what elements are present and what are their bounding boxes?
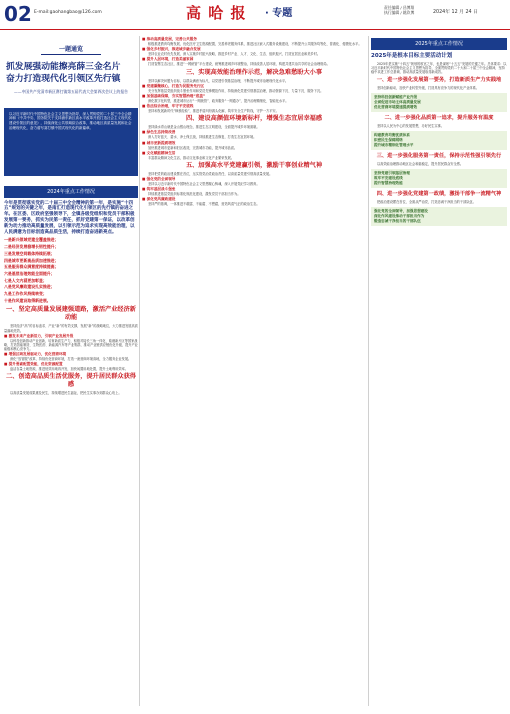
subheading: ■ 推动高质量发展，完善公共服务 bbox=[142, 37, 366, 42]
highlight-box bbox=[371, 131, 507, 150]
list-item: 四是城市更新高品质加速推进； bbox=[4, 257, 59, 263]
highlight-item: 强化党的全面领导，加强思想建设 bbox=[374, 209, 428, 214]
paragraph: 持续推进基层党组织标准化规范化建设，激发党员干部担当作为。 bbox=[148, 192, 241, 197]
topic-label: 一题通览 bbox=[41, 46, 101, 55]
paragraph: 加快推进城市更新和旧区改造，完善城市功能，提升城市品质。 bbox=[148, 145, 238, 150]
highlight-box bbox=[371, 207, 507, 226]
subheading: ■ 文化赋能精神生活 bbox=[142, 151, 366, 156]
list-item: 六是基层治理效能全面提升； bbox=[4, 270, 55, 276]
intro-text: 以习近平新时代中国特色社会主义思想为指导，深入贯彻党的二十届三中全会精神和《中共中央、国务院关于支持浦东新区高水平改革开放打造社会主义现代化建设引领区的意见》，持续深化公共领域綜合改革，推动地区高质量发展和社会治理现代化，奋力谱写赛打镇中国式现代化的新篇章。 bbox=[9, 111, 132, 131]
highlight-box bbox=[371, 169, 507, 188]
column-middle bbox=[142, 36, 366, 208]
highlight-item: 优化营商环境提速提质增效 bbox=[374, 105, 418, 110]
highlight-item: 构建教育均衡优质体系 bbox=[374, 133, 410, 138]
paragraph: 坚持严的基调，一体推进不敢腐、不能腐、不想腐，营造风清气正的政治生态。 bbox=[148, 202, 260, 207]
paragraph: 坚持以习近平新时代中国特色社会主义思想凝心铸魂，深入开展党纪学习教育。 bbox=[148, 182, 260, 187]
paragraph: 坚持以人民为中心的发展思想，办好民生实事。 bbox=[377, 124, 444, 129]
paragraph: 充分发挥基层党组织战斗堡垒作用和党员先锋模范作用，持续深化党建引领基层治理，推动资源下沉、力量下沉、服务下沉。 bbox=[148, 88, 324, 93]
editor: 责任编辑 / 昌博翔 bbox=[384, 5, 415, 10]
paragraph: 深化“放管服”改革，持续优化营商环境，打造一流营商环境高地，全力服务企业发展。 bbox=[10, 357, 132, 362]
section-heading-2: 二、进一步强化品质第一追求，提升服务有温度 bbox=[384, 115, 494, 122]
list-item: 五是服务群众满意度持续提高； bbox=[4, 264, 59, 270]
highlight-item: 坚持科技创新赋能产业升级 bbox=[374, 95, 418, 100]
subheading: ■ 加强基础保障，夯实智慧治理“底盘” bbox=[142, 94, 366, 99]
paragraph: 坚持经济“高”的目标追求、产业“新”的有效支撑，发展“新”的战略地位，大力推进发展高质量落地见效。 bbox=[4, 324, 138, 333]
highlight-item: 深化作风建设推动干部担当作为 bbox=[374, 214, 425, 219]
page-header bbox=[0, 0, 510, 30]
subheading: ■ 深化党风廉政建设 bbox=[142, 197, 366, 202]
section-heading-3: 三、实现高效能治理作示范，解决急难愁盼大小事 bbox=[185, 68, 323, 76]
paragraph: 把政治建设摆在首位，全面从严治党，打造忠诚干净担当的干部队伍。 bbox=[377, 200, 476, 205]
highlight-item: 全面促进市场主体高质量发展 bbox=[374, 100, 421, 105]
masthead: 高 哈 报 bbox=[186, 4, 247, 22]
paragraph: 打造智慧生态社区，推进“一网统管”平台建设，统筹推进城乡环境整治，持续改善人居环境，构建共建共治共享的社会治理格局。 bbox=[148, 62, 330, 67]
section-heading-4: 四、进一步强化党建第一政绩，激扬干部争一流精气神 bbox=[376, 191, 502, 198]
subheading: ■ 增强区域发展驱动力，优化营商环境 bbox=[4, 352, 138, 357]
deck: ——中国共产党清市新区赛打镇第五届代表大会第四次会议上的报告 bbox=[14, 88, 128, 94]
list-item: 九是工作作风持续转变； bbox=[4, 291, 47, 297]
paragraph: 丰富群众精神文化生活，推动文化事业和文化产业繁荣发展。 bbox=[148, 155, 235, 160]
list-item: 三是发展空间载体持续拓展； bbox=[4, 250, 55, 256]
column-right bbox=[371, 36, 507, 229]
subheading: ■ 城市更新提质增效 bbox=[142, 141, 366, 146]
achievement-list bbox=[4, 237, 138, 304]
section-heading-1: 一、进一步强化发展第一要务，打造新质生产力实践地 bbox=[376, 77, 502, 84]
section-2025: 2025年重点工作情况 bbox=[371, 38, 507, 50]
section-heading-4: 四、建设高颜值环境新标杆，增强生态宜居幸福感 bbox=[185, 115, 323, 123]
paragraph: 深入打好蓝天、碧水、净土保卫战，持续推进生态修复，打造生态宜居环境。 bbox=[148, 135, 257, 140]
highlight-item: 坚持党建引领基层治理 bbox=[374, 171, 410, 176]
paragraph: 坚持绿水青山就是金山银山理念，推进生态文明建设，全面提升城乡环境面貌。 bbox=[148, 125, 260, 130]
editor-info bbox=[384, 5, 414, 15]
paragraph: 以高质量发展成果惠及民生，持续增进民生福祉，把民生实事办到群众心坎上。 bbox=[10, 391, 122, 396]
lead-paragraph: 今年是贯彻落实党的二十届三中全会精神的第一年，是实施“十四五”规划的关键之年，是南汇打造现代化引领区的先行镇的奋进之年。在区委、区政府坚强领导下，全镇各级党组织和党员干部积极发展第一要务，抓实为民第一责任，抓好党建第一保证，以改革创新为动力推动高质量发展，以引领示范为追求实现高效能治理，以人民满意为目标创造高品质生活，持续打造奋进新亮点。 bbox=[4, 200, 135, 235]
highlight-item: 提升城市精细化管理水平 bbox=[374, 143, 414, 148]
headline-line-2: 奋力打造现代化引领区先行镇 bbox=[6, 73, 121, 84]
highlight-item: 筑牢平安建设底线 bbox=[374, 176, 403, 181]
column-left bbox=[4, 36, 138, 397]
list-item: 十是作风建设取得新进展。 bbox=[4, 297, 51, 303]
subheading: ■ 强化党的全面领导 bbox=[142, 177, 366, 182]
section-2024: 2024年重点工作情况 bbox=[4, 186, 138, 198]
column-divider bbox=[368, 36, 369, 706]
issue-date: 2024年 12 月 24 日 bbox=[433, 10, 478, 15]
list-item: 七是人文内涵更加彰显； bbox=[4, 277, 47, 283]
subheading: ■ 提升要素配置效能，优化资源配置 bbox=[4, 362, 138, 367]
subheading: ■ 绿色生态持续改善 bbox=[142, 130, 366, 135]
list-item: 二是经济发展稳增长韧性提升； bbox=[4, 244, 59, 250]
paragraph: 积极推进教育均衡发展，优化医疗卫生资源配置，完善养老服务体系，推进社区嵌入式服务设施建设，不断提升公共服务均等化、普惠化、便捷化水平。 bbox=[148, 42, 362, 47]
paragraph: 以科技创新推动产业创新，培育新质生产力，积极对接长三角一体化、临港新片区等国家战略，打造智能制造、生物医药、新能源汽车等产业集群，推动产业链供应链优化升级，提升产业能级和核心竞争力。 bbox=[4, 338, 138, 351]
page-number: 02 bbox=[4, 2, 32, 26]
paragraph: 坚持和发展新时代“枫桥经验”，推进矛盾纠纷源头化解，筑牢安全生产防线，守护一方平安。 bbox=[148, 109, 279, 114]
highlight-item: 锻造忠诚干净担当的干部队伍 bbox=[374, 219, 421, 224]
highlight-item: 提升智慧治理效能 bbox=[374, 181, 403, 186]
column-divider bbox=[139, 36, 140, 706]
goal-title: 2025年是根本目标主要活动计划 bbox=[371, 53, 453, 59]
highlight-item: 织密民生保障网络 bbox=[374, 138, 403, 143]
paragraph: 坚持把党的政治建设摆在首位，压实管党治党政治责任，以高质量党建引领高质量发展。 bbox=[148, 171, 273, 176]
list-item: 八是党风廉政建设扎实推进； bbox=[4, 284, 55, 290]
intro-box bbox=[4, 108, 138, 176]
paragraph: 2025年是实施“十四五”规划的收官之年，也是谋划“十五五”发展的关键之年。总体要求：以习近平新时代中国特色社会主义思想为指导，全面贯彻党的二十大和二十届三中全会精神，坚持稳中求进工作总基调，推动高质量发展取得新成效。 bbox=[371, 61, 507, 74]
section-heading-1: 一、坚定高质量发展建强道路，激活产业经济新动能 bbox=[6, 306, 136, 322]
subheading: ■ 依法综合治理，牢守平安底线 bbox=[142, 104, 366, 109]
subheading: ■ 党建凝聚核心，打造为民服务先行区 bbox=[142, 84, 366, 89]
subheading: ■ 提升人居环境，打造美丽家园 bbox=[142, 57, 366, 62]
email: E-mail:gaohangbao@126.com bbox=[34, 10, 102, 15]
section-label: · 专题 bbox=[265, 8, 293, 19]
section-heading-5: 五、加强高水平党建赢引领，激励干事创业精气神 bbox=[185, 161, 323, 169]
paragraph: 以高效能治理推动地区社会和谐稳定，提升居民群众安全感。 bbox=[377, 162, 464, 167]
paragraph: 坚持创新驱动，加快产业转型升级，打造具有竞争力的现代化产业体系。 bbox=[377, 86, 479, 91]
section-heading-2: 二、创造高品质生活优服务，提升居民群众获得感 bbox=[6, 373, 136, 389]
subheading: ■ 激发未来产业新活力，引领产业发展升级 bbox=[4, 334, 138, 339]
list-item: 一是新兴领域党建全覆盖推进； bbox=[4, 237, 59, 243]
highlight-box bbox=[371, 93, 507, 112]
producer: 执行编辑 / 姚玖博 bbox=[384, 10, 415, 15]
subheading: ■ 强化乡村振兴，推进城乡融合发展 bbox=[142, 47, 366, 52]
headline-line-1: 抓发展强动能擦亮薛三金名片 bbox=[6, 61, 121, 72]
section-heading-3: 三、进一步强化服务第一责任，保持示范性强引领先行 bbox=[376, 153, 502, 160]
paragraph: 盘活存量土地资源，推进低效用地再开发，加快闲置用地处置，提升土地利用效率。 bbox=[10, 367, 128, 372]
paragraph: 坚持以解决问题为目标，以群众满意为标尺，以党建引领基层治理，不断提升城市治理现代化水平。 bbox=[148, 78, 289, 83]
paragraph: 深化数字化转型，推进城市运行“一网统管”、政务服务“一网通办”，提升治理精细化、智能化水平。 bbox=[148, 98, 289, 103]
paragraph: 坚持农业农村优先发展，深入实施乡村振兴战略，推进乡村产业、人才、文化、生态、组织振兴，打造宜居宜业和美乡村。 bbox=[148, 52, 321, 57]
subheading: ■ 筑牢基层战斗堡垒 bbox=[142, 187, 366, 192]
